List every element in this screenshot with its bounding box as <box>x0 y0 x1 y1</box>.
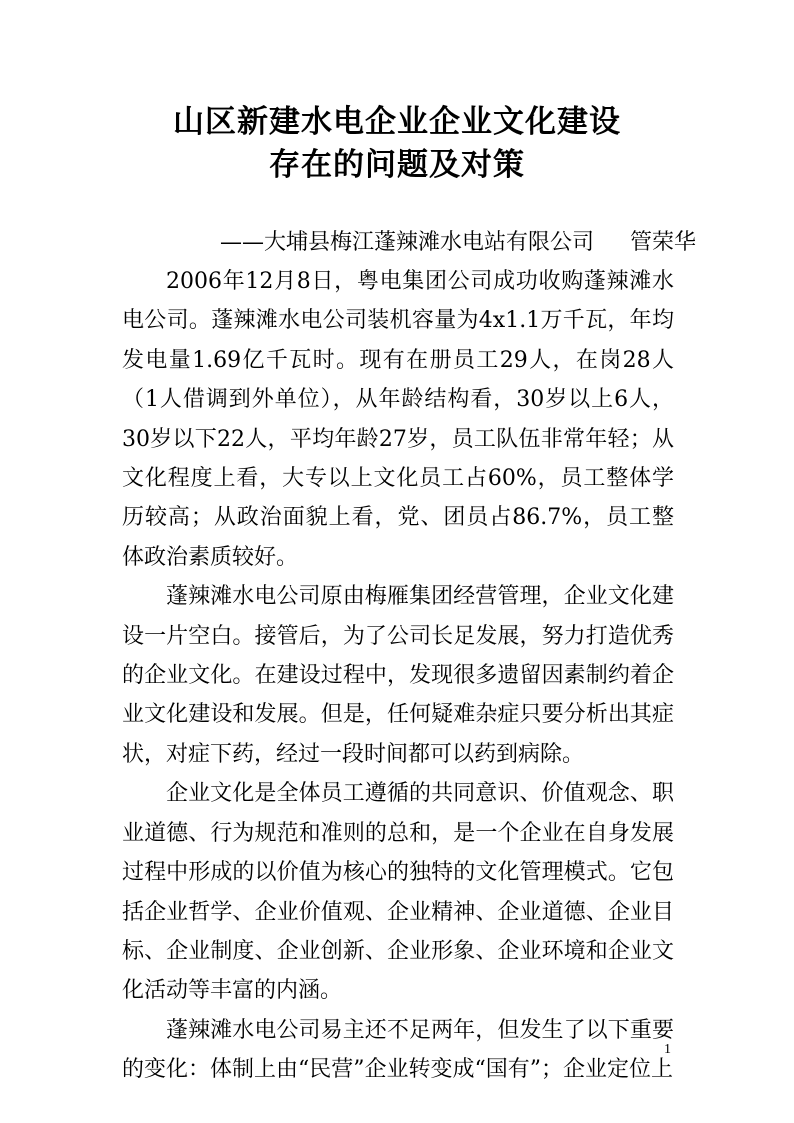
byline <box>220 225 697 261</box>
byline-author: 管荣华 <box>630 230 697 255</box>
document-body <box>122 262 674 1090</box>
paragraph-3: 企业文化是全体员工遵循的共同意识、价值观念、职业道德、行为规范和准则的总和，是一个企业在自身发展过程中形成的以价值为核心的独特的文化管理模式。它包括企业哲学、企业价值观、企业精神、企业道德、企业目标、企业制度、企业创新、企业形象、企业环境和企业文化活动等丰富的内涵。 <box>122 781 674 1004</box>
paragraph-2: 蓬辣滩水电公司原由梅雁集团经营管理，企业文化建设一片空白。接管后，为了公司长足发展，努力打造优秀的企业文化。在建设过程中，发现很多遗留因素制约着企业文化建设和发展。但是，任何疑难杂症只要分析出其症状，对症下药，经过一段时间都可以药到病除。 <box>122 584 674 767</box>
page-number: 1 <box>664 1042 671 1057</box>
document-title-line-2: 存在的问题及对策 <box>269 147 525 183</box>
byline-organization: ——大埔县梅江蓬辣滩水电站有限公司 <box>220 230 595 255</box>
paragraph-4: 蓬辣滩水电公司易主还不足两年，但发生了以下重要的变化：体制上由“民营”企业转变成“国有”；企业定位上 <box>122 1017 674 1083</box>
paragraph-1: 2006年12月8日，粤电集团公司成功收购蓬辣滩水电公司。蓬辣滩水电公司装机容量为4x1.1万千瓦，年均发电量1.69亿千瓦时。现有在册员工29人，在岗28人（1人借调到外单位），从年龄结构看，30岁以上6人，30岁以下22人，平均年龄27岁，员工队伍非常年轻；从文化程度上看，大专以上文化员工占60%，员工整体学历较高；从政治面貌上看，党、团员占86.7%，员工整体政治素质较好。 <box>122 269 674 570</box>
document-title-line-1: 山区新建水电企业企业文化建设 <box>173 104 621 140</box>
